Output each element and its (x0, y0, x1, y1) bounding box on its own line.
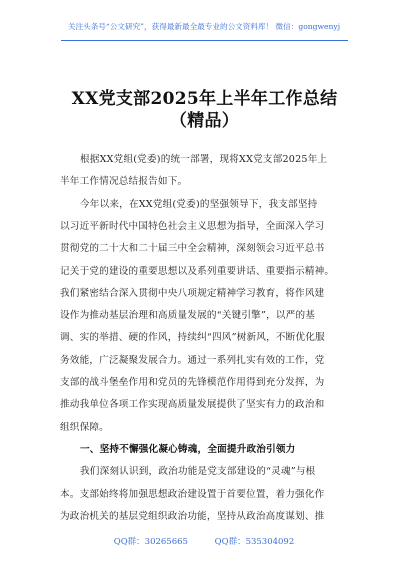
header-promo-note: 关注头条号“公文研究”，获得最新最全最专业的公文资料库！ 微信：gongwenyj (67, 22, 341, 31)
body-line: 记关于党的建设的重要思想以及系列重要讲话、重要指示精神。 (60, 265, 335, 277)
body-line: 半年工作情况总结报告如下。 (60, 176, 188, 188)
body-line: 贯彻党的二十大和二十届三中全会精神，深刻领会习近平总书 (60, 243, 325, 255)
body-line: 支部的战斗堡垒作用和党员的先锋模范作用得到充分发挥，为 (60, 377, 325, 388)
body-line: 设作为推动基层治理和高质量发展的“关键引擎”，以严的基 (60, 310, 316, 322)
body-line: 今年以来，在XX党组(党委)的坚强领导下，我支部坚持 (80, 198, 318, 210)
body-line: 根据XX党组(党委)的统一部署，现将XX党支部2025年上 (80, 154, 328, 165)
body-line: 务效能，广泛凝聚发展合力。通过一系列扎实有效的工作，党 (60, 354, 325, 366)
body-line: 我们深刻认识到，政治功能是党支部建设的“灵魂”与根 (80, 466, 316, 478)
body-line: 本。支部始终将加强思想政治建设置于首要位置，着力强化作 (60, 488, 325, 500)
body-line: 以习近平新时代中国特色社会主义思想为指导，全面深入学习 (60, 220, 325, 232)
body-line: 为政治机关的基层党组织政治功能，坚持从政治高度谋划、推 (60, 510, 325, 522)
footer-contact (0, 535, 408, 547)
body-line: 我们紧密结合深入贯彻中央八项规定精神学习教育，将作风建 (60, 287, 325, 299)
section-heading: 一、坚持不懈强化凝心铸魂，全面提升政治引领力 (80, 443, 296, 455)
document-title: XX党支部2025年上半年工作总结 (71, 89, 338, 109)
body-line: 调、实的举措、硬的作风，持续纠“四风”树新风，不断优化服 (60, 332, 325, 344)
header-divider (61, 40, 348, 41)
body-line: 组织保障。 (60, 421, 109, 433)
document-title-suffix: （精品） (169, 111, 240, 131)
footer-qq-group-1: QQ群：30265665 (113, 537, 188, 547)
body-line: 推动我单位各项工作实现高质量发展提供了坚实有力的政治和 (60, 399, 325, 411)
footer-qq-group-2: QQ群：535304092 (214, 537, 295, 547)
